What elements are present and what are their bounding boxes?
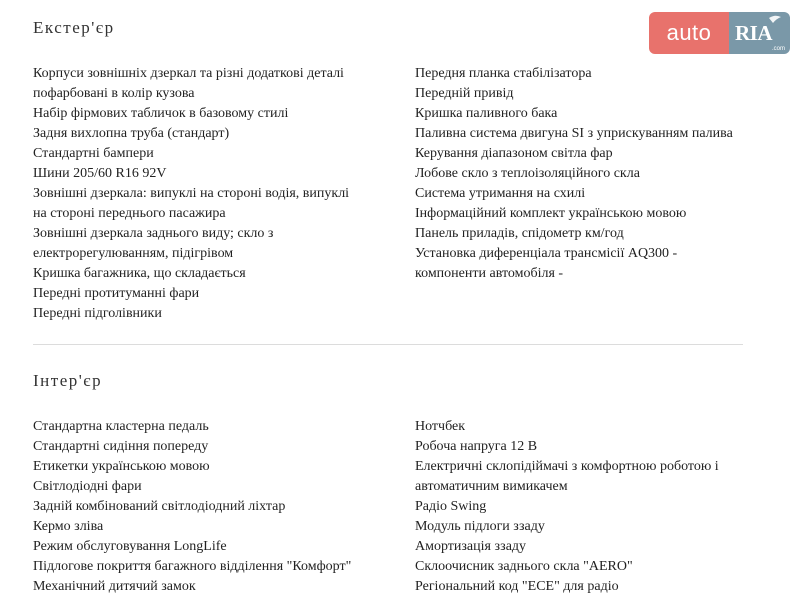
list-item: Регіональний код "ECE" для радіо: [415, 579, 619, 594]
logo-ria-text: RIA: [735, 21, 773, 45]
exterior-left-column: [33, 64, 393, 324]
list-item: Амортизація ззаду: [415, 539, 527, 554]
list-item: на стороні переднього пасажира: [33, 206, 226, 221]
logo-auto-text: auto: [649, 12, 729, 54]
exterior-section-title: Екстер'єр: [33, 18, 115, 37]
list-item: Стандартна кластерна педаль: [33, 419, 209, 434]
list-item: Система утримання на схилі: [415, 186, 586, 201]
list-item: Механічний дитячий замок: [33, 579, 196, 594]
list-item: Робоча напруга 12 В: [415, 439, 538, 454]
list-item: Етикетки українською мовою: [33, 459, 210, 474]
list-item: Кришка багажника, що складається: [33, 266, 246, 281]
list-item: Кермо зліва: [33, 519, 104, 534]
list-item: Електричні склопідіймачі з комфортною роботою і: [415, 459, 719, 474]
list-item: Режим обслуговування LongLife: [33, 539, 227, 554]
interior-left-column: [33, 417, 393, 597]
list-item: Передній привід: [415, 86, 514, 101]
list-item: Набір фірмових табличок в базовому стилі: [33, 106, 289, 121]
interior-right-column: [415, 417, 775, 597]
list-item: Панель приладів, спідометр км/год: [415, 226, 624, 241]
list-item: Шини 205/60 R16 92V: [33, 166, 167, 181]
list-item: електрорегулюванням, підігрівом: [33, 246, 234, 261]
list-item: Передні протитуманні фари: [33, 286, 200, 301]
list-item: Стандартні бампери: [33, 146, 154, 161]
list-item: Світлодіодні фари: [33, 479, 142, 494]
list-item: Радіо Swing: [415, 499, 487, 514]
list-item: Зовнішні дзеркала заднього виду; скло з: [33, 226, 274, 241]
list-item: Нотчбек: [415, 419, 466, 434]
list-item: пофарбовані в колір кузова: [33, 86, 195, 101]
list-item: Корпуси зовнішніх дзеркал та різні додаткові деталі: [33, 66, 344, 81]
list-item: Паливна система двигуна SI з уприскуванням палива: [415, 126, 733, 141]
list-item: Задня вихлопна труба (стандарт): [33, 126, 230, 141]
section-divider: [33, 344, 743, 345]
logo-domain-text: .com: [771, 46, 785, 52]
logo-ria-badge: [729, 12, 790, 54]
list-item: автоматичним вимикачем: [415, 479, 568, 494]
list-item: Модуль підлоги ззаду: [415, 519, 545, 534]
list-item: Передні підголівники: [33, 306, 162, 321]
list-item: компоненти автомобіля -: [415, 266, 564, 281]
list-item: Зовнішні дзеркала: випуклі на стороні водія, випуклі: [33, 186, 350, 201]
list-item: Підлогове покриття багажного відділення "Комфорт": [33, 559, 352, 574]
list-item: Склоочисник заднього скла "AERO": [415, 559, 633, 574]
exterior-right-column: [415, 64, 775, 284]
list-item: Керування діапазоном світла фар: [415, 146, 613, 161]
list-item: Передня планка стабілізатора: [415, 66, 592, 81]
list-item: Кришка паливного бака: [415, 106, 558, 121]
list-item: Інформаційний комплект українською мовою: [415, 206, 687, 221]
list-item: Установка диференціала трансмісії AQ300 -: [415, 246, 678, 261]
list-item: Задній комбінований світлодіодний ліхтар: [33, 499, 286, 514]
interior-section-title: Інтер'єр: [33, 371, 103, 390]
logo[interactable]: [649, 12, 790, 54]
list-item: Стандартні сидіння попереду: [33, 439, 209, 454]
list-item: Лобове скло з теплоізоляційного скла: [415, 166, 640, 181]
